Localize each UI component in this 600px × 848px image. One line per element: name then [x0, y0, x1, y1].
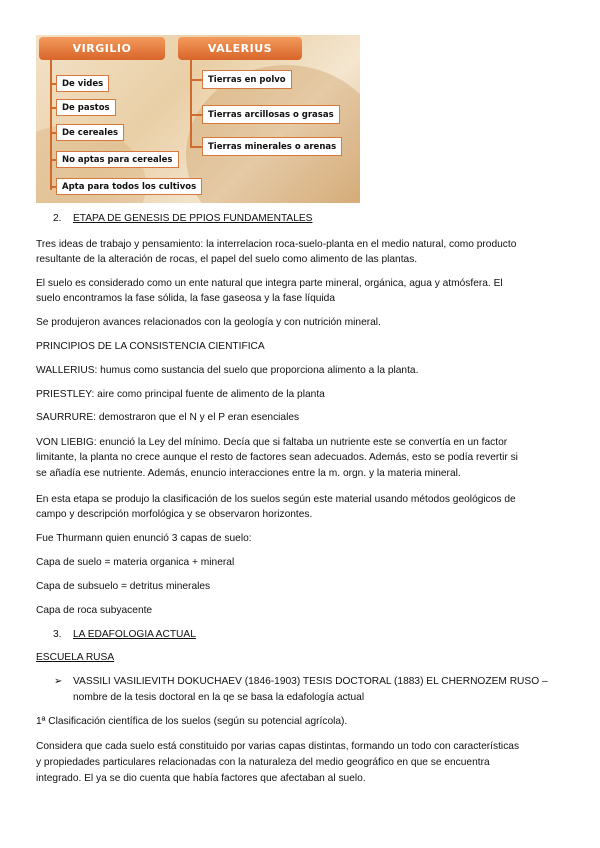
connector-line — [190, 79, 202, 81]
paragraph-line: y propiedades particulares relacionadas con la naturaleza del medio geográfico en que se encuentra — [36, 757, 490, 768]
connector-line — [50, 60, 52, 190]
paragraph-line: resultante de la alteración de rocas, el papel del suelo como alimento de las plantas. — [36, 254, 418, 265]
subheading: ESCUELA RUSA — [36, 652, 115, 663]
section-heading: LA EDAFOLOGIA ACTUAL — [73, 629, 196, 640]
section-number: 2. — [53, 213, 62, 224]
virgilio-item: Apta para todos los cultivos — [56, 178, 202, 195]
paragraph-line: Capa de subsuelo = detritus minerales — [36, 581, 211, 592]
paragraph-line: Capa de suelo = materia organica + mineral — [36, 557, 235, 568]
valerius-item: Tierras en polvo — [202, 70, 292, 89]
paragraph-line: limitante, la planta no crece aunque el resto de factores sean adecuados. Además, esto se podía revertir si — [36, 452, 518, 463]
paragraph-line: integrado. El ya se dio cuenta que había factores que afectaban al suelo. — [36, 773, 366, 784]
virgilio-item: De cereales — [56, 124, 124, 141]
paragraph-line: suelo encontramos la fase sólida, la fase gaseosa y la fase líquida — [36, 293, 336, 304]
paragraph-line: Capa de roca subyacente — [36, 605, 153, 616]
virgilio-item: De pastos — [56, 99, 116, 116]
paragraph-line: Fue Thurmann quien enunció 3 capas de suelo: — [36, 533, 252, 544]
connector-line — [190, 114, 202, 116]
virgilio-item: De vides — [56, 75, 109, 92]
subheading: PRINCIPIOS DE LA CONSISTENCIA CIENTIFICA — [36, 341, 265, 352]
virgilio-item: No aptas para cereales — [56, 151, 179, 168]
paragraph-line: se añadía ese nutriente. Además, enuncio interacciones entre la m. orgn. y la materia mineral. — [36, 468, 461, 479]
valerius-item: Tierras arcillosas o grasas — [202, 105, 340, 124]
paragraph-line: PRIESTLEY: aire como principal fuente de alimento de la planta — [36, 389, 325, 400]
arrow-bullet-icon: ➢ — [54, 676, 63, 687]
section-number: 3. — [53, 629, 62, 640]
valerius-item: Tierras minerales o arenas — [202, 137, 342, 156]
paragraph-line: Tres ideas de trabajo y pensamiento: la interrelacion roca-suelo-planta en el medio natural, como producto — [36, 239, 517, 250]
virgilio-header: VIRGILIO — [39, 37, 165, 60]
section-heading: ETAPA DE GENESIS DE PPIOS FUNDAMENTALES — [73, 213, 313, 224]
classification-diagram — [36, 35, 360, 203]
paragraph-line: 1ª Clasificación científica de los suelos (según su potencial agrícola). — [36, 716, 348, 727]
paragraph-line: campo y descripción morfológica y se observaron horizontes. — [36, 509, 313, 520]
paragraph-line: SAURRURE: demostraron que el N y el P eran esenciales — [36, 412, 300, 423]
paragraph-line: Se produjeron avances relacionados con la geología y con nutrición mineral. — [36, 317, 381, 328]
connector-line — [190, 60, 192, 148]
paragraph-line: Considera que cada suelo está constituido por varias capas distintas, formando un todo con características — [36, 741, 520, 752]
bullet-line: nombre de la tesis doctoral en la qe se basa la edafología actual — [73, 692, 365, 703]
paragraph-line: VON LIEBIG: enunció la Ley del mínimo. Decía que si faltaba un nutriente este se convertía en un factor — [36, 437, 508, 448]
valerius-header: VALERIUS — [178, 37, 302, 60]
bullet-line: VASSILI VASILIEVITH DOKUCHAEV (1846-1903) TESIS DOCTORAL (1883) EL CHERNOZEM RUSO – — [73, 676, 548, 687]
paragraph-line: En esta etapa se produjo la clasificación de los suelos según este material usando métodos geológicos de — [36, 494, 516, 505]
paragraph-line: WALLERIUS: humus como sustancia del suelo que proporciona alimento a la planta. — [36, 365, 419, 376]
paragraph-line: El suelo es considerado como un ente natural que integra parte mineral, orgánica, agua y atmósfera. El — [36, 278, 503, 289]
connector-line — [190, 146, 202, 148]
